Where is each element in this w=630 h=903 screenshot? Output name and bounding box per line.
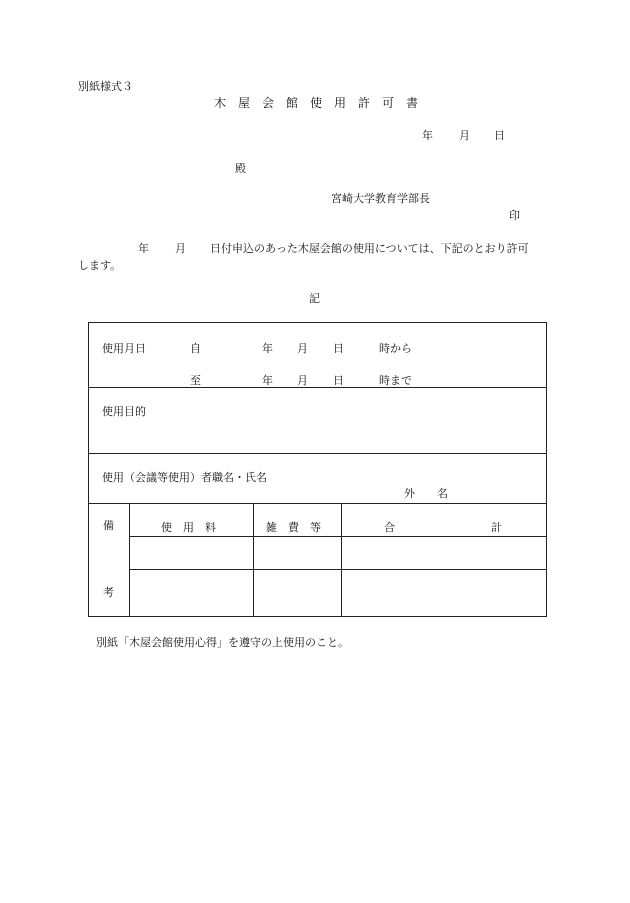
to-mark: 至 xyxy=(190,374,201,387)
footer-note: 別紙「木屋会館使用心得」を遵守の上使用のこと。 xyxy=(96,636,349,649)
col-divider xyxy=(341,503,342,617)
body-sentence: 日付申込のあった木屋会館の使用については、下記のとおり許可 xyxy=(210,242,529,255)
permit-table xyxy=(88,322,547,617)
from-suffix: 時から xyxy=(379,342,412,355)
date-month: 月 xyxy=(459,129,470,142)
seal-mark: 印 xyxy=(509,209,520,222)
col-divider xyxy=(253,503,254,617)
body-year: 年 xyxy=(138,242,149,255)
from-month: 月 xyxy=(297,342,308,355)
to-year: 年 xyxy=(262,374,273,387)
purpose-label: 使用目的 xyxy=(102,405,146,418)
row-divider xyxy=(89,453,546,454)
misc-header: 雑 費 等 xyxy=(266,521,321,534)
to-month: 月 xyxy=(297,374,308,387)
remarks-bottom: 考 xyxy=(103,586,114,599)
addressee-suffix: 殿 xyxy=(235,162,246,175)
form-id: 別紙様式３ xyxy=(78,80,133,93)
fee-header: 使 用 料 xyxy=(161,521,216,534)
issuer: 宮崎大学教育学部長 xyxy=(331,192,430,205)
others-count: 外 名 xyxy=(404,487,448,500)
body-month: 月 xyxy=(175,242,186,255)
from-day: 日 xyxy=(333,342,344,355)
body-sentence-end: します。 xyxy=(78,259,122,272)
from-year: 年 xyxy=(262,342,273,355)
date-year: 年 xyxy=(422,129,433,142)
user-label: 使用（会議等使用）者職名・氏名 xyxy=(102,471,267,484)
row-divider xyxy=(129,569,546,570)
page-title: 木 屋 会 館 使 用 許 可 書 xyxy=(214,96,419,110)
total-header-b: 計 xyxy=(491,521,502,534)
row-divider xyxy=(89,387,546,388)
remarks-top: 備 xyxy=(103,519,114,532)
row-divider xyxy=(129,536,546,537)
date-day: 日 xyxy=(494,129,505,142)
total-header-a: 合 xyxy=(384,521,395,534)
col-divider xyxy=(129,503,130,617)
from-mark: 自 xyxy=(190,342,201,355)
to-day: 日 xyxy=(333,374,344,387)
row-divider xyxy=(89,503,546,504)
to-suffix: 時まで xyxy=(379,374,412,387)
ki-heading: 記 xyxy=(309,292,320,305)
date-label: 使用月日 xyxy=(102,342,146,355)
